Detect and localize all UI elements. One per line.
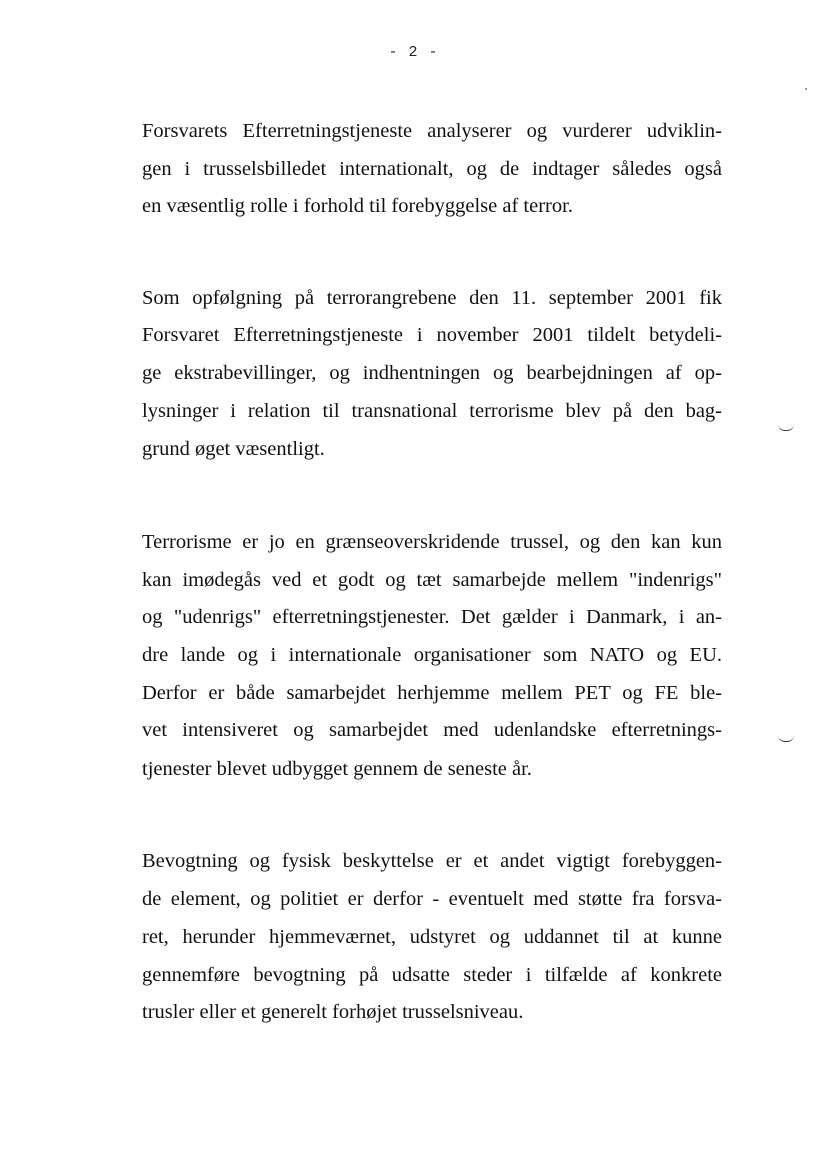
paragraph-line: gennemføre bevogtning på udsatte steder i tilfælde af konkrete [142, 964, 722, 986]
paragraph-line: de element, og politiet er derfor - eventuelt med støtte fra forsva- [142, 888, 722, 910]
paragraph-line: Bevogtning og fysisk beskyttelse er et andet vigtigt forebyggen- [142, 850, 722, 872]
paragraph-line: Som opfølgning på terrorangrebene den 11. september 2001 fik [142, 287, 722, 309]
paragraph-line: lysninger i relation til transnational terrorisme blev på den bag- [142, 400, 722, 422]
paragraph-line: en væsentlig rolle i forhold til forebyggelse af terror. [142, 195, 573, 217]
paragraph-line: ret, herunder hjemmeværnet, udstyret og uddannet til at kunne [142, 926, 722, 948]
paragraph-line: vet intensiveret og samarbejdet med udenlandske efterretnings- [142, 719, 722, 741]
paragraph-line: ge ekstrabevillinger, og indhentningen og bearbejdningen af op- [142, 362, 722, 384]
paragraph-line: Forsvaret Efterretningstjeneste i november 2001 tildelt betydeli- [142, 324, 722, 346]
paragraph-line: gen i trusselsbilledet internationalt, og de indtager således også [142, 158, 722, 180]
page-number: - 2 - [388, 44, 439, 61]
margin-mark [778, 424, 794, 431]
paragraph-line: tjenester blevet udbygget gennem de seneste år. [142, 758, 532, 780]
paragraph-line: dre lande og i internationale organisationer som NATO og EU. [142, 644, 722, 666]
paragraph-line: Terrorisme er jo en grænseoverskridende trussel, og den kan kun [142, 531, 722, 553]
paragraph-line: kan imødegås ved et godt og tæt samarbejde mellem "indenrigs" [142, 569, 722, 591]
paragraph-line: Forsvarets Efterretningstjeneste analyserer og vurderer udviklin- [142, 120, 722, 142]
paragraph-line: og "udenrigs" efterretningstjenester. Det gælder i Danmark, i an- [142, 606, 722, 628]
margin-mark [778, 735, 794, 742]
paragraph-line: trusler eller et generelt forhøjet trusselsniveau. [142, 1001, 524, 1023]
scan-speck [805, 88, 807, 90]
paragraph-line: Derfor er både samarbejdet herhjemme mellem PET og FE ble- [142, 682, 722, 704]
paragraph-line: grund øget væsentligt. [142, 438, 325, 460]
